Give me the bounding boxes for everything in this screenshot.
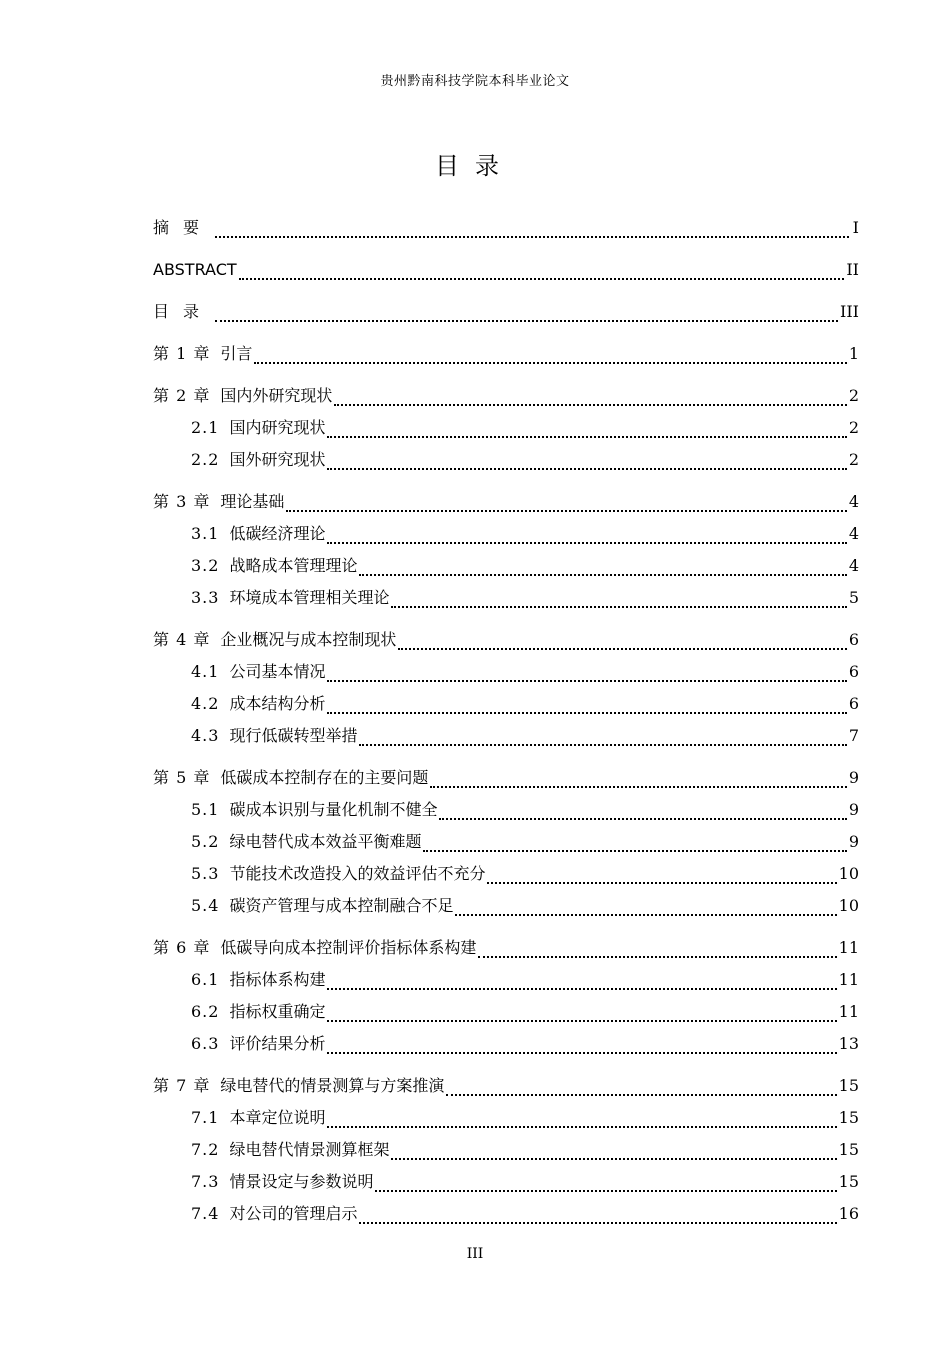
toc-chapter-entry[interactable] xyxy=(153,488,859,520)
dot-leader xyxy=(391,606,846,608)
dot-leader xyxy=(487,882,836,884)
toc-entry-number: 5.1 xyxy=(191,800,220,819)
toc-entry-number: 3.2 xyxy=(191,556,220,575)
toc-entry-label: 指标体系构建 xyxy=(229,970,326,989)
toc-section-entry[interactable] xyxy=(153,1136,859,1168)
toc-entry-label: 国内研究现状 xyxy=(229,418,326,437)
dot-leader xyxy=(391,1158,836,1160)
toc-entry-number: 7.2 xyxy=(191,1140,220,1159)
dot-leader xyxy=(254,362,846,364)
toc-chapter-entry[interactable] xyxy=(153,1072,859,1104)
page-number: III xyxy=(466,1246,484,1262)
toc-entry-page: 4 xyxy=(848,492,859,511)
toc-entry-page: 9 xyxy=(848,768,859,787)
toc-entry-page: 10 xyxy=(838,864,859,883)
toc-section-entry[interactable] xyxy=(153,998,859,1030)
toc-chapter-entry[interactable] xyxy=(153,340,859,372)
toc-entry-number: 5.4 xyxy=(191,896,220,915)
toc-section-entry[interactable] xyxy=(153,584,859,616)
toc-entry-number: 4.1 xyxy=(191,662,220,681)
toc-entry-number: 6.1 xyxy=(191,970,220,989)
dot-leader xyxy=(327,436,846,438)
toc-section-entry[interactable] xyxy=(153,658,859,690)
toc-entry-label: 成本结构分析 xyxy=(229,694,326,713)
toc-entry-number: 4.2 xyxy=(191,694,220,713)
toc-entry-number: 第 7 章 xyxy=(153,1076,211,1095)
toc-entry-label: 现行低碳转型举措 xyxy=(229,726,358,745)
toc-entry-page: 6 xyxy=(848,694,859,713)
toc-entry-number: 第 4 章 xyxy=(153,630,211,649)
toc-entry-label: 低碳经济理论 xyxy=(229,524,326,543)
dot-leader xyxy=(327,988,836,990)
toc-entry-page: 1 xyxy=(848,344,859,363)
toc-entry-label: 引言 xyxy=(220,344,253,363)
toc-chapter-entry[interactable] xyxy=(153,382,859,414)
toc-entry-label: 节能技术改造投入的效益评估不充分 xyxy=(229,864,486,883)
toc-entry-number: 6.2 xyxy=(191,1002,220,1021)
toc-section-entry[interactable] xyxy=(153,520,859,552)
toc-entry-page: 15 xyxy=(838,1108,859,1127)
table-of-contents xyxy=(153,214,859,1232)
toc-section-entry[interactable] xyxy=(153,414,859,446)
toc-entry-page: 2 xyxy=(848,418,859,437)
dot-leader xyxy=(398,648,846,650)
toc-entry-label: 情景设定与参数说明 xyxy=(229,1172,374,1191)
toc-entry-label: 本章定位说明 xyxy=(229,1108,326,1127)
dot-leader xyxy=(446,1094,836,1096)
dot-leader xyxy=(375,1190,836,1192)
toc-section-entry[interactable] xyxy=(153,892,859,924)
dot-leader xyxy=(327,1126,836,1128)
toc-section-entry[interactable] xyxy=(153,860,859,892)
toc-section-entry[interactable] xyxy=(153,1104,859,1136)
toc-section-entry[interactable] xyxy=(153,722,859,754)
toc-entry-page: 16 xyxy=(838,1204,859,1223)
toc-chapter-entry[interactable] xyxy=(153,934,859,966)
toc-entry-number: 5.2 xyxy=(191,832,220,851)
toc-entry-number: 5.3 xyxy=(191,864,220,883)
toc-section-entry[interactable] xyxy=(153,828,859,860)
dot-leader xyxy=(359,1222,836,1224)
toc-entry-page: 11 xyxy=(838,938,859,957)
toc-entry-page: 9 xyxy=(848,800,859,819)
dot-leader xyxy=(239,278,845,280)
toc-entry-label: 国内外研究现状 xyxy=(220,386,333,405)
toc-chapter-entry[interactable] xyxy=(153,626,859,658)
toc-entry-label: 碳成本识别与量化机制不健全 xyxy=(229,800,438,819)
toc-entry-number: 3.3 xyxy=(191,588,220,607)
dot-leader xyxy=(215,236,849,238)
toc-entry-number: 4.3 xyxy=(191,726,220,745)
toc-entry-label: 低碳成本控制存在的主要问题 xyxy=(220,768,429,787)
dot-leader xyxy=(327,542,846,544)
toc-entry-label: 环境成本管理相关理论 xyxy=(229,588,390,607)
toc-entry-label: 目录 xyxy=(153,302,214,321)
toc-entry-number: 第 3 章 xyxy=(153,492,211,511)
toc-entry-number: 第 1 章 xyxy=(153,344,211,363)
toc-entry-page: 15 xyxy=(838,1172,859,1191)
dot-leader xyxy=(286,510,846,512)
toc-chapter-entry[interactable] xyxy=(153,764,859,796)
toc-entry-number: 7.1 xyxy=(191,1108,220,1127)
toc-section-entry[interactable] xyxy=(153,1168,859,1200)
toc-entry-page: 15 xyxy=(838,1140,859,1159)
toc-entry-number: 第 2 章 xyxy=(153,386,211,405)
toc-entry-number: 7.3 xyxy=(191,1172,220,1191)
toc-entry-number: 第 5 章 xyxy=(153,768,211,787)
dot-leader xyxy=(478,956,836,958)
toc-section-entry[interactable] xyxy=(153,966,859,998)
dot-leader xyxy=(359,744,846,746)
toc-entry-page: I xyxy=(852,218,859,237)
toc-entry-page: 9 xyxy=(848,832,859,851)
dot-leader xyxy=(215,320,838,322)
dot-leader xyxy=(327,712,846,714)
toc-entry-label: 低碳导向成本控制评价指标体系构建 xyxy=(220,938,477,957)
toc-section-entry[interactable] xyxy=(153,690,859,722)
toc-entry-page: 10 xyxy=(838,896,859,915)
toc-entry-number: 2.2 xyxy=(191,450,220,469)
toc-entry-label: 理论基础 xyxy=(220,492,285,511)
toc-entry-label: 碳资产管理与成本控制融合不足 xyxy=(229,896,454,915)
toc-entry-page: 11 xyxy=(838,970,859,989)
dot-leader xyxy=(455,914,836,916)
dot-leader xyxy=(359,574,846,576)
toc-chapter-entry[interactable] xyxy=(153,256,859,288)
toc-entry-number: 6.3 xyxy=(191,1034,220,1053)
dot-leader xyxy=(430,786,846,788)
toc-entry-label: 绿电替代情景测算框架 xyxy=(229,1140,390,1159)
toc-entry-label: 企业概况与成本控制现状 xyxy=(220,630,397,649)
toc-entry-page: III xyxy=(840,302,859,321)
toc-entry-label: 战略成本管理理论 xyxy=(229,556,358,575)
toc-entry-page: 2 xyxy=(848,386,859,405)
dot-leader xyxy=(439,818,846,820)
toc-entry-label: 绿电替代的情景测算与方案推演 xyxy=(220,1076,445,1095)
toc-section-entry[interactable] xyxy=(153,796,859,828)
toc-entry-label: ABSTRACT xyxy=(153,260,237,279)
toc-entry-page: 6 xyxy=(848,630,859,649)
toc-entry-label: 国外研究现状 xyxy=(229,450,326,469)
toc-section-entry[interactable] xyxy=(153,446,859,478)
toc-entry-page: 4 xyxy=(848,524,859,543)
dot-leader xyxy=(327,1052,836,1054)
toc-entry-page: 4 xyxy=(848,556,859,575)
toc-entry-page: 2 xyxy=(848,450,859,469)
toc-entry-number: 3.1 xyxy=(191,524,220,543)
toc-entry-page: 13 xyxy=(838,1034,859,1053)
toc-entry-label: 评价结果分析 xyxy=(229,1034,326,1053)
toc-entry-label: 绿电替代成本效益平衡难题 xyxy=(229,832,422,851)
toc-entry-label: 指标权重确定 xyxy=(229,1002,326,1021)
toc-entry-page: 5 xyxy=(848,588,859,607)
toc-entry-label: 对公司的管理启示 xyxy=(229,1204,358,1223)
toc-chapter-entry[interactable] xyxy=(153,298,859,330)
toc-entry-label: 公司基本情况 xyxy=(229,662,326,681)
dot-leader xyxy=(327,1020,836,1022)
toc-entry-number: 2.1 xyxy=(191,418,220,437)
toc-entry-number: 7.4 xyxy=(191,1204,220,1223)
toc-section-entry[interactable] xyxy=(153,1200,859,1232)
dot-leader xyxy=(327,468,846,470)
dot-leader xyxy=(334,404,846,406)
toc-entry-number: 第 6 章 xyxy=(153,938,211,957)
toc-entry-page: 15 xyxy=(838,1076,859,1095)
toc-section-entry[interactable] xyxy=(153,552,859,584)
page-header: 贵州黔南科技学院本科毕业论文 xyxy=(380,74,570,89)
dot-leader xyxy=(423,850,846,852)
toc-entry-page: 11 xyxy=(838,1002,859,1021)
toc-entry-label: 摘要 xyxy=(153,218,214,237)
toc-chapter-entry[interactable] xyxy=(153,214,859,246)
toc-entry-page: 6 xyxy=(848,662,859,681)
dot-leader xyxy=(327,680,846,682)
toc-entry-page: II xyxy=(846,260,859,279)
toc-title: 目录 xyxy=(435,152,515,180)
toc-entry-page: 7 xyxy=(848,726,859,745)
toc-section-entry[interactable] xyxy=(153,1030,859,1062)
